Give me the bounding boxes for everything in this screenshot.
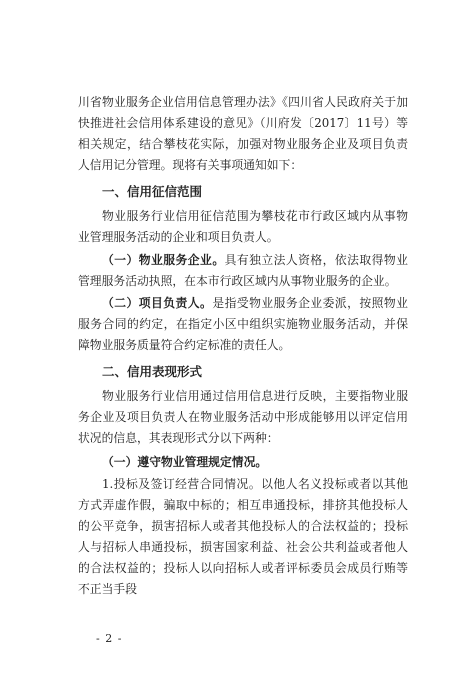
- section1-item2: [78, 293, 408, 356]
- item2-label: （二）项目负责人。: [102, 296, 213, 310]
- item1-text: 具有独立法人资格，依法取得物业管理服务活动执照，在本市行政区域内从事物业服务的企业。: [78, 253, 408, 288]
- item1-label: （一）物业服务企业。: [102, 253, 225, 267]
- section2-heading: 二、信用表现形式: [102, 364, 203, 379]
- page-number: - 2 -: [96, 632, 123, 645]
- section1-heading: 一、信用征信范围: [102, 184, 203, 199]
- section1-item1: [78, 250, 408, 292]
- section1-body: 物业服务行业信用征信范围为攀枝花市行政区域内从事物业管理服务活动的企业和项目负责人。: [78, 209, 408, 244]
- intro-paragraph: 川省物业服务企业信用信息管理办法》《四川省人民政府关于加快推进社会信用体系建设的意见》（川府发〔2017〕11号）等相关规定，结合攀枝花实际，加强对物业服务企业及项目负责人信用记分管理。现将有关事项通知如下：: [78, 95, 408, 172]
- item2-text: 是指受物业服务企业委派，按照物业服务合同的约定，在指定小区中组织实施物业服务活动，并保障物业服务质量符合约定标准的责任人。: [78, 296, 408, 352]
- section2-point1: 1.投标及签订经营合同情况。以他人名义投标或者以其他方式弄虚作假，骗取中标的；相互串通投标，排挤其他投标人的公平竞争，损害招标人或者其他投标人的合法权益的；投标人与招标人串通投标，损害国家利益、社会公共利益或者他人的合法权益的；投标人以向招标人或者评标委员会成员行贿等不正当手段: [78, 477, 408, 596]
- section2-body: 物业服务行业信用通过信用信息进行反映，主要指物业服务企业及项目负责人在物业服务活动中形成能够用以评定信用状况的信息，其表现形式分以下两种：: [78, 389, 408, 445]
- section2-sub1: （一）遵守物业管理规定情况。: [102, 455, 268, 469]
